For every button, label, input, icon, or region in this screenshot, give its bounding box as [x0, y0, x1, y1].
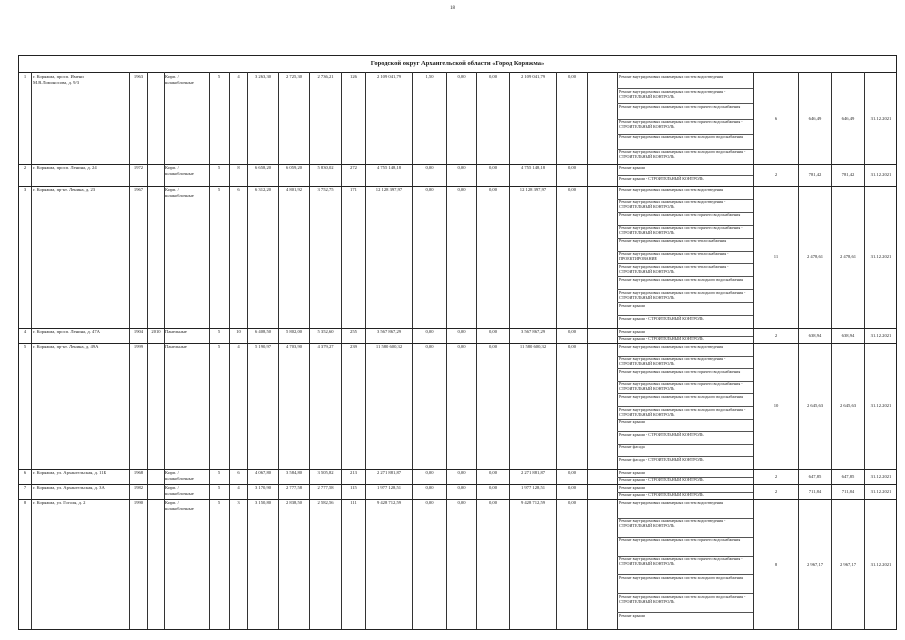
- work-divider: [617, 225, 753, 226]
- cell-year: 1968: [133, 470, 144, 475]
- cell-c4: 12 128 397,97: [519, 187, 547, 192]
- cell-c5: 0,00: [567, 165, 577, 170]
- column-divider: [209, 72, 210, 629]
- column-divider: [129, 72, 130, 629]
- work-item: Ремонт внутридомовых инженерных систем водоотведения - СТРОИТЕЛЬНЫЙ КОНТРОЛЬ: [619, 199, 726, 210]
- cell-year: 1963: [133, 74, 144, 79]
- cell-area-total: 3 150,80: [254, 500, 272, 505]
- cell-c5: 0,00: [567, 344, 577, 349]
- cell-year: 1967: [133, 187, 144, 192]
- work-item: Ремонт крыши: [619, 612, 645, 618]
- cell-sum2: 2 967,17: [839, 562, 857, 567]
- work-divider: [617, 574, 753, 575]
- cell-year: 1972: [133, 165, 144, 170]
- work-divider: [617, 593, 753, 594]
- cell-c2: 0,00: [457, 500, 466, 505]
- work-item: Ремонт внутридомовых инженерных систем горячего водоснабжения - СТРОИТЕЛЬНЫЙ КОНТРОЛЬ: [619, 225, 743, 236]
- column-divider: [412, 72, 413, 629]
- cell-sum2: 2 645,63: [839, 403, 857, 408]
- cell-sum1: 711,84: [808, 488, 822, 494]
- work-divider: [617, 419, 753, 420]
- cell-address: г. Коряжма, пр-кт. Ленина, д. 23: [33, 187, 96, 192]
- cell-area-total: 4 067,80: [254, 470, 272, 475]
- cell-floors: 5: [217, 485, 221, 490]
- cell-cost: 4 755 148,18: [376, 165, 402, 170]
- work-divider: [617, 477, 753, 478]
- cell-sum1: 2 645,63: [806, 403, 824, 408]
- cell-c1: 0,00: [425, 500, 434, 505]
- cell-residents: 111: [350, 500, 357, 505]
- cell-residents: 239: [350, 344, 357, 349]
- cell-area-living: 2 725,30: [285, 74, 303, 79]
- cell-count: 2: [774, 473, 778, 479]
- cell-area-total: 6 408,50: [254, 329, 272, 334]
- cell-material: Кирп. / шлакоблочные: [165, 74, 194, 85]
- work-item: Ремонт внутридомовых инженерных систем холодного водоснабжения - СТРОИТЕЛЬНЫЙ КОНТРОЛЬ: [619, 593, 746, 604]
- cell-entrances: 4: [237, 485, 240, 490]
- column-divider: [798, 72, 799, 629]
- column-divider: [341, 72, 342, 629]
- work-item: Ремонт внутридомовых инженерных систем горячего водоснабжения - СТРОИТЕЛЬНЫЙ КОНТРОЛЬ: [619, 119, 743, 129]
- work-divider: [617, 381, 753, 382]
- cell-sum2: 647,85: [841, 473, 855, 479]
- cell-address: г. Коряжма, просп. Ленина, д. 47А: [33, 329, 100, 334]
- column-divider: [617, 72, 618, 629]
- cell-cost: 2 271 881,87: [376, 470, 402, 475]
- work-item: Ремонт внутридомовых инженерных систем теплоснабжения: [619, 238, 727, 244]
- work-divider: [617, 289, 753, 290]
- cell-c2: 0,00: [457, 165, 466, 170]
- work-item: Ремонт крыши: [619, 328, 645, 334]
- cell-sum1: 2 967,17: [806, 562, 824, 567]
- work-item: Ремонт крыши: [619, 302, 645, 308]
- cell-area-total: 6 312,20: [254, 187, 272, 192]
- cell-year: 1982: [133, 485, 144, 490]
- cell-c2: 0,00: [457, 74, 466, 79]
- cell-entrances: 6: [237, 470, 240, 475]
- cell-area-res: 3 752,75: [317, 187, 334, 192]
- work-divider: [617, 492, 753, 493]
- cell-no: 8: [23, 500, 27, 505]
- cell-floors: 5: [217, 344, 221, 349]
- column-divider: [753, 72, 754, 629]
- cell-date: 31.12.2021: [870, 403, 892, 408]
- page-number: 18: [450, 6, 455, 11]
- column-divider: [247, 72, 248, 629]
- work-item: Ремонт внутридомовых инженерных систем теплоснабжения - СТРОИТЕЛЬНЫЙ КОНТРОЛЬ: [619, 263, 729, 274]
- work-divider: [617, 263, 753, 264]
- work-divider: [617, 119, 753, 120]
- cell-c3: 0,00: [488, 187, 498, 192]
- work-item: Ремонт крыши - СТРОИТЕЛЬНЫЙ КОНТРОЛЬ: [619, 336, 704, 341]
- cell-c5: 0,00: [567, 485, 577, 490]
- cell-count: 6: [774, 115, 778, 121]
- work-item: Ремонт внутридомовых инженерных систем горячего водоснабжения: [619, 212, 741, 218]
- work-divider: [617, 199, 753, 200]
- cell-year2: 2010: [151, 329, 161, 334]
- cell-date: 31.12.2021: [870, 562, 892, 567]
- cell-date: 31.12.2021: [870, 115, 892, 121]
- work-item: Ремонт крыши: [619, 419, 645, 425]
- cell-entrances: 6: [237, 187, 240, 192]
- cell-c5: 0,00: [567, 329, 577, 334]
- cell-address: г. Коряжма, ул. Архангельская, д. 3А: [33, 485, 105, 490]
- cell-c1: 0,00: [425, 187, 434, 192]
- column-divider: [147, 72, 148, 629]
- cell-address: г. Коряжма, ул. Архангельская, д. 11Б: [33, 470, 107, 475]
- cell-count: 2: [774, 488, 778, 494]
- cell-c5: 0,00: [567, 74, 577, 79]
- cell-area-living: 2 838,50: [285, 500, 303, 505]
- cell-area-total: 3 170,90: [254, 485, 272, 490]
- column-divider: [164, 72, 165, 629]
- cell-c3: 0,00: [488, 329, 498, 334]
- cell-address: г. Коряжма, пр-кт. Ленина, д. 49А: [33, 344, 99, 349]
- column-divider: [864, 72, 865, 629]
- work-item: Ремонт внутридомовых инженерных систем холодного водоснабжения - СТРОИТЕЛЬНЫЙ КОНТРОЛЬ: [619, 289, 746, 300]
- cell-date: 31.12.2021: [870, 473, 892, 479]
- work-divider: [617, 336, 753, 337]
- cell-material: Панельные: [165, 329, 187, 334]
- cell-c1: 1,50: [425, 74, 434, 79]
- cell-residents: 126: [350, 74, 357, 79]
- work-divider: [617, 444, 753, 445]
- cell-floors: 5: [217, 329, 221, 334]
- column-divider: [556, 72, 557, 629]
- cell-area-total: 5 190,97: [254, 344, 272, 349]
- cell-c2: 0,00: [457, 187, 466, 192]
- work-item: Ремонт внутридомовых инженерных систем водоотведения: [619, 186, 724, 192]
- cell-area-living: 2 777,58: [285, 485, 303, 490]
- column-divider: [831, 72, 832, 629]
- cell-no: 4: [23, 329, 27, 334]
- cell-residents: 272: [350, 165, 357, 170]
- cell-c1: 0,00: [425, 165, 434, 170]
- cell-residents: 115: [350, 485, 357, 490]
- cell-date: 31.12.2021: [870, 332, 892, 338]
- cell-area-total: 6 658,20: [254, 165, 272, 170]
- cell-material: Кирп. / шлакоблочные: [165, 470, 194, 481]
- work-divider: [617, 149, 753, 150]
- cell-c1: 0,00: [425, 329, 434, 334]
- cell-no: 2: [23, 165, 27, 170]
- cell-sum1: 781,42: [808, 172, 822, 177]
- work-item: Ремонт крыши: [619, 469, 645, 475]
- work-item: Ремонт внутридомовых инженерных систем холодного водоснабжения: [619, 134, 744, 140]
- cell-no: 5: [23, 344, 27, 349]
- cell-c3: 0,00: [488, 470, 498, 475]
- work-item: Ремонт внутридомовых инженерных систем горячего водоснабжения: [619, 537, 741, 543]
- cell-address: г. Коряжма, просп. Ленина, д. 24: [33, 165, 97, 170]
- cell-cost: 1 977 128,51: [376, 485, 402, 490]
- work-item: Ремонт внутридомовых инженерных систем горячего водоснабжения: [619, 368, 741, 374]
- cell-area-res: 2 777,58: [317, 485, 334, 490]
- cell-material: Панельные: [165, 344, 187, 349]
- work-divider: [617, 134, 753, 135]
- work-divider: [617, 368, 753, 369]
- work-item: Ремонт крыши - СТРОИТЕЛЬНЫЙ КОНТРОЛЬ: [619, 492, 704, 497]
- cell-area-total: 3 263,30: [254, 74, 272, 79]
- cell-floors: 5: [217, 74, 221, 79]
- cell-c2: 0,00: [457, 329, 466, 334]
- capital-repair-table: [18, 55, 897, 630]
- cell-no: 7: [23, 485, 27, 490]
- table-title: Городской округ Архангельской области «Город Коряжма»: [19, 56, 896, 73]
- cell-sum1: 2 478,61: [806, 254, 824, 259]
- cell-floors: 5: [217, 470, 221, 475]
- column-divider: [509, 72, 510, 629]
- work-divider: [617, 612, 753, 613]
- cell-c3: 0,00: [488, 165, 498, 170]
- work-divider: [617, 556, 753, 557]
- work-divider: [617, 393, 753, 394]
- cell-c2: 0,00: [457, 344, 466, 349]
- work-item: Ремонт внутридомовых инженерных систем водоотведения - СТРОИТЕЛЬНЫЙ КОНТРОЛЬ: [619, 356, 726, 367]
- cell-count: 8: [774, 562, 778, 567]
- cell-no: 6: [23, 470, 27, 475]
- cell-count: 11: [773, 254, 779, 259]
- work-item: Ремонт внутридомовых инженерных систем холодного водоснабжения: [619, 574, 744, 580]
- column-divider: [278, 72, 279, 629]
- work-item: Ремонт крыши: [619, 164, 645, 170]
- work-divider: [617, 456, 753, 457]
- cell-c1: 0,00: [425, 470, 434, 475]
- cell-floors: 5: [217, 165, 221, 170]
- cell-c3: 0,00: [488, 344, 498, 349]
- work-divider: [617, 276, 753, 277]
- cell-sum2: 711,84: [841, 488, 855, 494]
- column-divider: [229, 72, 230, 629]
- work-item: Ремонт крыши: [619, 484, 645, 490]
- cell-c4: 11 580 600,32: [519, 344, 547, 349]
- work-divider: [617, 537, 753, 538]
- cell-c2: 0,00: [457, 485, 466, 490]
- cell-c2: 0,00: [457, 470, 466, 475]
- work-divider: [617, 88, 753, 89]
- cell-count: 10: [773, 403, 779, 408]
- cell-residents: 213: [350, 470, 357, 475]
- cell-sum1: 646,49: [808, 115, 822, 121]
- cell-material: Кирп. / шлакоблочные: [165, 187, 194, 198]
- work-divider: [617, 406, 753, 407]
- column-divider: [587, 72, 588, 629]
- work-divider: [617, 103, 753, 104]
- cell-c4: 3 567 867,29: [520, 329, 546, 334]
- work-item: Ремонт крыши - СТРОИТЕЛЬНЫЙ КОНТРОЛЬ: [619, 431, 704, 437]
- work-item: Ремонт внутридомовых инженерных систем горячего водоснабжения: [619, 103, 741, 109]
- work-divider: [617, 212, 753, 213]
- work-item: Ремонт внутридомовых инженерных систем водоотведения - СТРОИТЕЛЬНЫЙ КОНТРОЛЬ: [619, 88, 726, 99]
- cell-entrances: 4: [237, 344, 240, 349]
- cell-entrances: 8: [237, 165, 240, 170]
- cell-count: 2: [774, 332, 778, 338]
- cell-cost: 9 428 712,59: [376, 500, 402, 505]
- cell-address: г. Коряжма, ул. Гоголя, д. 2: [33, 500, 86, 505]
- cell-area-living: 5 802,00: [285, 329, 303, 334]
- work-divider: [617, 251, 753, 252]
- cell-c4: 2 109 041,79: [520, 74, 546, 79]
- cell-entrances: 4: [237, 74, 240, 79]
- cell-material: Кирп. / шлакоблочные: [165, 500, 194, 511]
- cell-c4: 9 428 712,59: [520, 500, 546, 505]
- cell-cost: 2 109 041,79: [376, 74, 402, 79]
- column-divider: [476, 72, 477, 629]
- cell-c3: 0,00: [488, 74, 498, 79]
- cell-count: 2: [774, 172, 778, 177]
- cell-area-res: 2 582,56: [317, 500, 334, 505]
- work-item: Ремонт внутридомовых инженерных систем водоотведения - СТРОИТЕЛЬНЫЙ КОНТРОЛЬ: [619, 518, 726, 529]
- work-divider: [617, 356, 753, 357]
- cell-residents: 171: [350, 187, 357, 192]
- work-item: Ремонт внутридомовых инженерных систем холодного водоснабжения - СТРОИТЕЛЬНЫЙ КОНТРОЛЬ: [619, 406, 746, 417]
- column-divider: [446, 72, 447, 629]
- column-divider: [31, 72, 32, 629]
- cell-area-living: 3 584,80: [285, 470, 303, 475]
- cell-c5: 0,00: [567, 187, 577, 192]
- work-item: Ремонт внутридомовых инженерных систем холодного водоснабжения: [619, 276, 744, 282]
- work-divider: [617, 518, 753, 519]
- cell-c4: 2 271 881,87: [520, 470, 546, 475]
- cell-sum1: 638,94: [808, 332, 822, 338]
- work-item: Ремонт внутридомовых инженерных систем холодного водоснабжения: [619, 393, 744, 399]
- cell-address: г. Коряжма, просп. Имени М.В.Ломоносова, д. 9/3: [33, 74, 84, 85]
- cell-floors: 5: [217, 500, 221, 505]
- work-item: Ремонт фасада: [619, 444, 645, 450]
- cell-sum2: 646,49: [841, 115, 855, 121]
- cell-area-res: 2 736,21: [317, 74, 334, 79]
- cell-c1: 0,00: [425, 485, 434, 490]
- cell-material: Кирп. / шлакоблочные: [165, 165, 194, 176]
- work-divider: [617, 175, 753, 176]
- cell-year: 1904: [133, 329, 144, 334]
- cell-entrances: 10: [236, 329, 241, 334]
- cell-sum2: 638,94: [841, 332, 855, 338]
- work-item: Ремонт крыши - СТРОИТЕЛЬНЫЙ КОНТРОЛЬ: [619, 315, 704, 321]
- cell-date: 31.12.2021: [870, 254, 892, 259]
- cell-c5: 0,00: [567, 470, 577, 475]
- cell-no: 1: [23, 74, 27, 79]
- cell-c3: 0,00: [488, 500, 498, 505]
- cell-c4: 1 977 128,51: [520, 485, 546, 490]
- work-item: Ремонт крыши - СТРОИТЕЛЬНЫЙ КОНТРОЛЬ: [619, 175, 704, 181]
- cell-material: Кирп. / шлакоблочные: [165, 485, 194, 496]
- cell-date: 31.12.2021: [870, 488, 892, 494]
- work-item: Ремонт внутридомовых инженерных систем водоотведения: [619, 73, 724, 79]
- work-item: Ремонт внутридомовых инженерных систем горячего водоснабжения - СТРОИТЕЛЬНЫЙ КОНТРОЛЬ: [619, 381, 743, 392]
- cell-cost: 11 580 600,32: [375, 344, 403, 349]
- cell-residents: 255: [350, 329, 357, 334]
- work-divider: [617, 238, 753, 239]
- work-divider: [617, 431, 753, 432]
- cell-cost: 3 567 867,29: [376, 329, 402, 334]
- cell-c4: 4 755 148,18: [520, 165, 546, 170]
- cell-no: 3: [23, 187, 27, 192]
- cell-sum2: 781,42: [841, 172, 855, 177]
- work-item: Ремонт внутридомовых инженерных систем холодного водоснабжения - СТРОИТЕЛЬНЫЙ КОНТРОЛЬ: [619, 149, 746, 160]
- cell-area-res: 4 379,27: [317, 344, 334, 349]
- cell-year: 1999: [133, 344, 144, 349]
- cell-date: 31.12.2021: [870, 172, 892, 177]
- cell-area-res: 3 505,82: [317, 470, 334, 475]
- column-divider: [309, 72, 310, 629]
- cell-floors: 5: [217, 187, 221, 192]
- cell-cost: 12 128 397,97: [375, 187, 403, 192]
- cell-area-living: 4 703,90: [285, 344, 303, 349]
- cell-entrances: 3: [237, 500, 240, 505]
- cell-c3: 0,00: [488, 485, 498, 490]
- work-divider: [617, 315, 753, 316]
- work-item: Ремонт внутридомовых инженерных систем водоотведения: [619, 343, 724, 349]
- cell-year: 1990: [133, 500, 144, 505]
- work-item: Ремонт внутридомовых инженерных систем теплоснабжения - ПРОЕКТИРОВАНИЕ: [619, 251, 729, 262]
- cell-area-living: 6 059,20: [285, 165, 303, 170]
- column-divider: [365, 72, 366, 629]
- cell-c5: 0,00: [567, 500, 577, 505]
- cell-area-res: 5 352,60: [317, 329, 334, 334]
- cell-sum2: 2 478,61: [839, 254, 857, 259]
- cell-c1: 0,00: [425, 344, 434, 349]
- work-item: Ремонт фасада - СТРОИТЕЛЬНЫЙ КОНТРОЛЬ: [619, 456, 704, 462]
- cell-area-living: 4 801,92: [285, 187, 303, 192]
- cell-sum1: 647,85: [808, 473, 822, 479]
- work-item: Ремонт крыши - СТРОИТЕЛЬНЫЙ КОНТРОЛЬ: [619, 477, 704, 482]
- work-item: Ремонт внутридомовых инженерных систем горячего водоснабжения - СТРОИТЕЛЬНЫЙ КОНТРОЛЬ: [619, 556, 743, 567]
- work-item: Ремонт внутридомовых инженерных систем водоотведения: [619, 499, 724, 505]
- work-divider: [617, 302, 753, 303]
- cell-area-res: 5 830,02: [317, 165, 334, 170]
